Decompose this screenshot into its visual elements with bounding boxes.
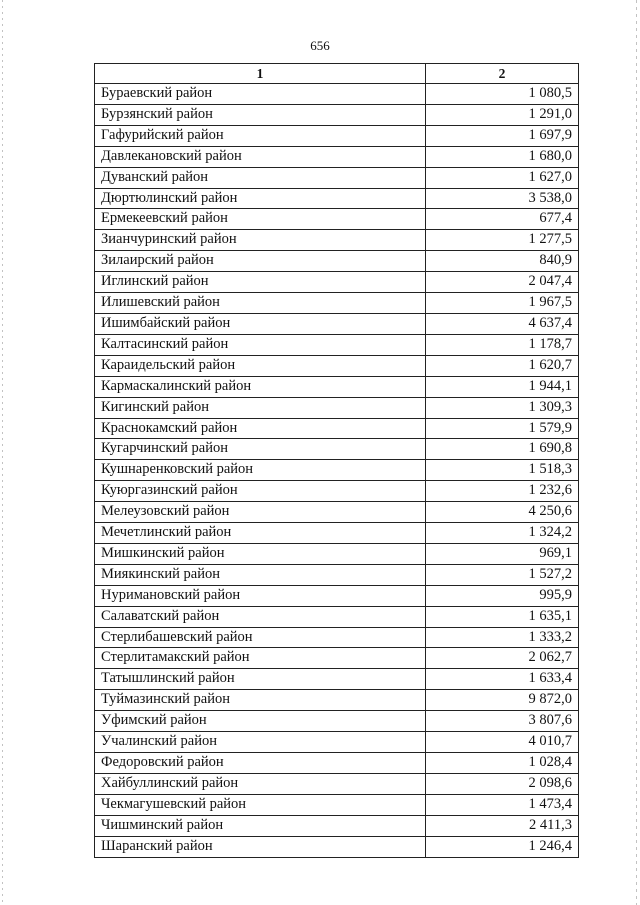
- value-cell: 1 333,2: [426, 627, 579, 648]
- value-cell: 1 277,5: [426, 230, 579, 251]
- value-cell: 2 062,7: [426, 648, 579, 669]
- table-row: [95, 753, 579, 774]
- value-cell: 2 098,6: [426, 773, 579, 794]
- table-header-row: [95, 64, 579, 84]
- value-cell: 1 697,9: [426, 125, 579, 146]
- district-name-cell: Мечетлинский район: [95, 523, 426, 544]
- table-row: [95, 690, 579, 711]
- table-row: [95, 523, 579, 544]
- value-cell: 1 627,0: [426, 167, 579, 188]
- district-name-cell: Учалинский район: [95, 732, 426, 753]
- table-row: [95, 773, 579, 794]
- district-name-cell: Куюргазинский район: [95, 481, 426, 502]
- district-name-cell: Федоровский район: [95, 753, 426, 774]
- value-cell: 1 579,9: [426, 418, 579, 439]
- table-row: [95, 376, 579, 397]
- column-header-1: 1: [95, 64, 426, 84]
- value-cell: 1 246,4: [426, 836, 579, 857]
- table-row: [95, 711, 579, 732]
- table-row: [95, 439, 579, 460]
- district-name-cell: Туймазинский район: [95, 690, 426, 711]
- value-cell: 1 309,3: [426, 397, 579, 418]
- table-row: [95, 564, 579, 585]
- district-name-cell: Салаватский район: [95, 606, 426, 627]
- district-name-cell: Мелеузовский район: [95, 502, 426, 523]
- table-row: [95, 460, 579, 481]
- table-row: [95, 732, 579, 753]
- data-table: [94, 63, 579, 858]
- value-cell: 2 047,4: [426, 272, 579, 293]
- page-number: 656: [310, 38, 330, 53]
- scan-edge-left: [2, 0, 3, 905]
- district-name-cell: Калтасинский район: [95, 334, 426, 355]
- table-row: [95, 125, 579, 146]
- district-name-cell: Шаранский район: [95, 836, 426, 857]
- district-name-cell: Илишевский район: [95, 293, 426, 314]
- value-cell: 9 872,0: [426, 690, 579, 711]
- table-row: [95, 543, 579, 564]
- value-cell: 4 250,6: [426, 502, 579, 523]
- district-name-cell: Кугарчинский район: [95, 439, 426, 460]
- district-name-cell: Бурзянский район: [95, 104, 426, 125]
- value-cell: 4 010,7: [426, 732, 579, 753]
- table-row: [95, 397, 579, 418]
- table-row: [95, 648, 579, 669]
- scan-edge-right: [636, 0, 637, 905]
- column-header-2: 2: [426, 64, 579, 84]
- value-cell: 1 967,5: [426, 293, 579, 314]
- value-cell: 4 637,4: [426, 313, 579, 334]
- value-cell: 1 518,3: [426, 460, 579, 481]
- district-name-cell: Зианчуринский район: [95, 230, 426, 251]
- district-name-cell: Кармаскалинский район: [95, 376, 426, 397]
- district-name-cell: Нуримановский район: [95, 585, 426, 606]
- district-name-cell: Татышлинский район: [95, 669, 426, 690]
- value-cell: 1 944,1: [426, 376, 579, 397]
- table-row: [95, 669, 579, 690]
- table-row: [95, 293, 579, 314]
- value-cell: 995,9: [426, 585, 579, 606]
- value-cell: 3 538,0: [426, 188, 579, 209]
- table-row: [95, 502, 579, 523]
- district-name-cell: Стерлибашевский район: [95, 627, 426, 648]
- district-name-cell: Гафурийский район: [95, 125, 426, 146]
- table-row: [95, 481, 579, 502]
- table-row: [95, 146, 579, 167]
- value-cell: 969,1: [426, 543, 579, 564]
- district-name-cell: Краснокамский район: [95, 418, 426, 439]
- table-row: [95, 836, 579, 857]
- district-name-cell: Дюртюлинский район: [95, 188, 426, 209]
- value-cell: 1 080,5: [426, 84, 579, 105]
- value-cell: 1 028,4: [426, 753, 579, 774]
- value-cell: 1 680,0: [426, 146, 579, 167]
- value-cell: 1 633,4: [426, 669, 579, 690]
- table-row: [95, 167, 579, 188]
- value-cell: 677,4: [426, 209, 579, 230]
- district-name-cell: Стерлитамакский район: [95, 648, 426, 669]
- district-name-cell: Бураевский район: [95, 84, 426, 105]
- district-name-cell: Ермекеевский район: [95, 209, 426, 230]
- table-row: [95, 815, 579, 836]
- value-cell: 1 620,7: [426, 355, 579, 376]
- value-cell: 840,9: [426, 251, 579, 272]
- district-name-cell: Давлекановский район: [95, 146, 426, 167]
- value-cell: 3 807,6: [426, 711, 579, 732]
- table-row: [95, 84, 579, 105]
- district-name-cell: Дуванский район: [95, 167, 426, 188]
- district-name-cell: Хайбуллинский район: [95, 773, 426, 794]
- value-cell: 1 232,6: [426, 481, 579, 502]
- district-name-cell: Караидельский район: [95, 355, 426, 376]
- table-row: [95, 272, 579, 293]
- table-row: [95, 355, 579, 376]
- district-name-cell: Мишкинский район: [95, 543, 426, 564]
- table-row: [95, 418, 579, 439]
- value-cell: 1 324,2: [426, 523, 579, 544]
- value-cell: 1 291,0: [426, 104, 579, 125]
- table-row: [95, 334, 579, 355]
- value-cell: 1 473,4: [426, 794, 579, 815]
- table-row: [95, 251, 579, 272]
- value-cell: 2 411,3: [426, 815, 579, 836]
- table-row: [95, 313, 579, 334]
- district-name-cell: Ишимбайский район: [95, 313, 426, 334]
- district-name-cell: Чекмагушевский район: [95, 794, 426, 815]
- table-row: [95, 585, 579, 606]
- district-name-cell: Чишминский район: [95, 815, 426, 836]
- table-row: [95, 188, 579, 209]
- value-cell: 1 527,2: [426, 564, 579, 585]
- table-row: [95, 209, 579, 230]
- district-name-cell: Зилаирский район: [95, 251, 426, 272]
- table-row: [95, 230, 579, 251]
- table-row: [95, 606, 579, 627]
- table-row: [95, 627, 579, 648]
- table-body: [95, 84, 579, 858]
- value-cell: 1 690,8: [426, 439, 579, 460]
- district-name-cell: Миякинский район: [95, 564, 426, 585]
- district-name-cell: Кигинский район: [95, 397, 426, 418]
- value-cell: 1 635,1: [426, 606, 579, 627]
- table-row: [95, 794, 579, 815]
- district-name-cell: Иглинский район: [95, 272, 426, 293]
- table-row: [95, 104, 579, 125]
- district-name-cell: Уфимский район: [95, 711, 426, 732]
- value-cell: 1 178,7: [426, 334, 579, 355]
- district-name-cell: Кушнаренковский район: [95, 460, 426, 481]
